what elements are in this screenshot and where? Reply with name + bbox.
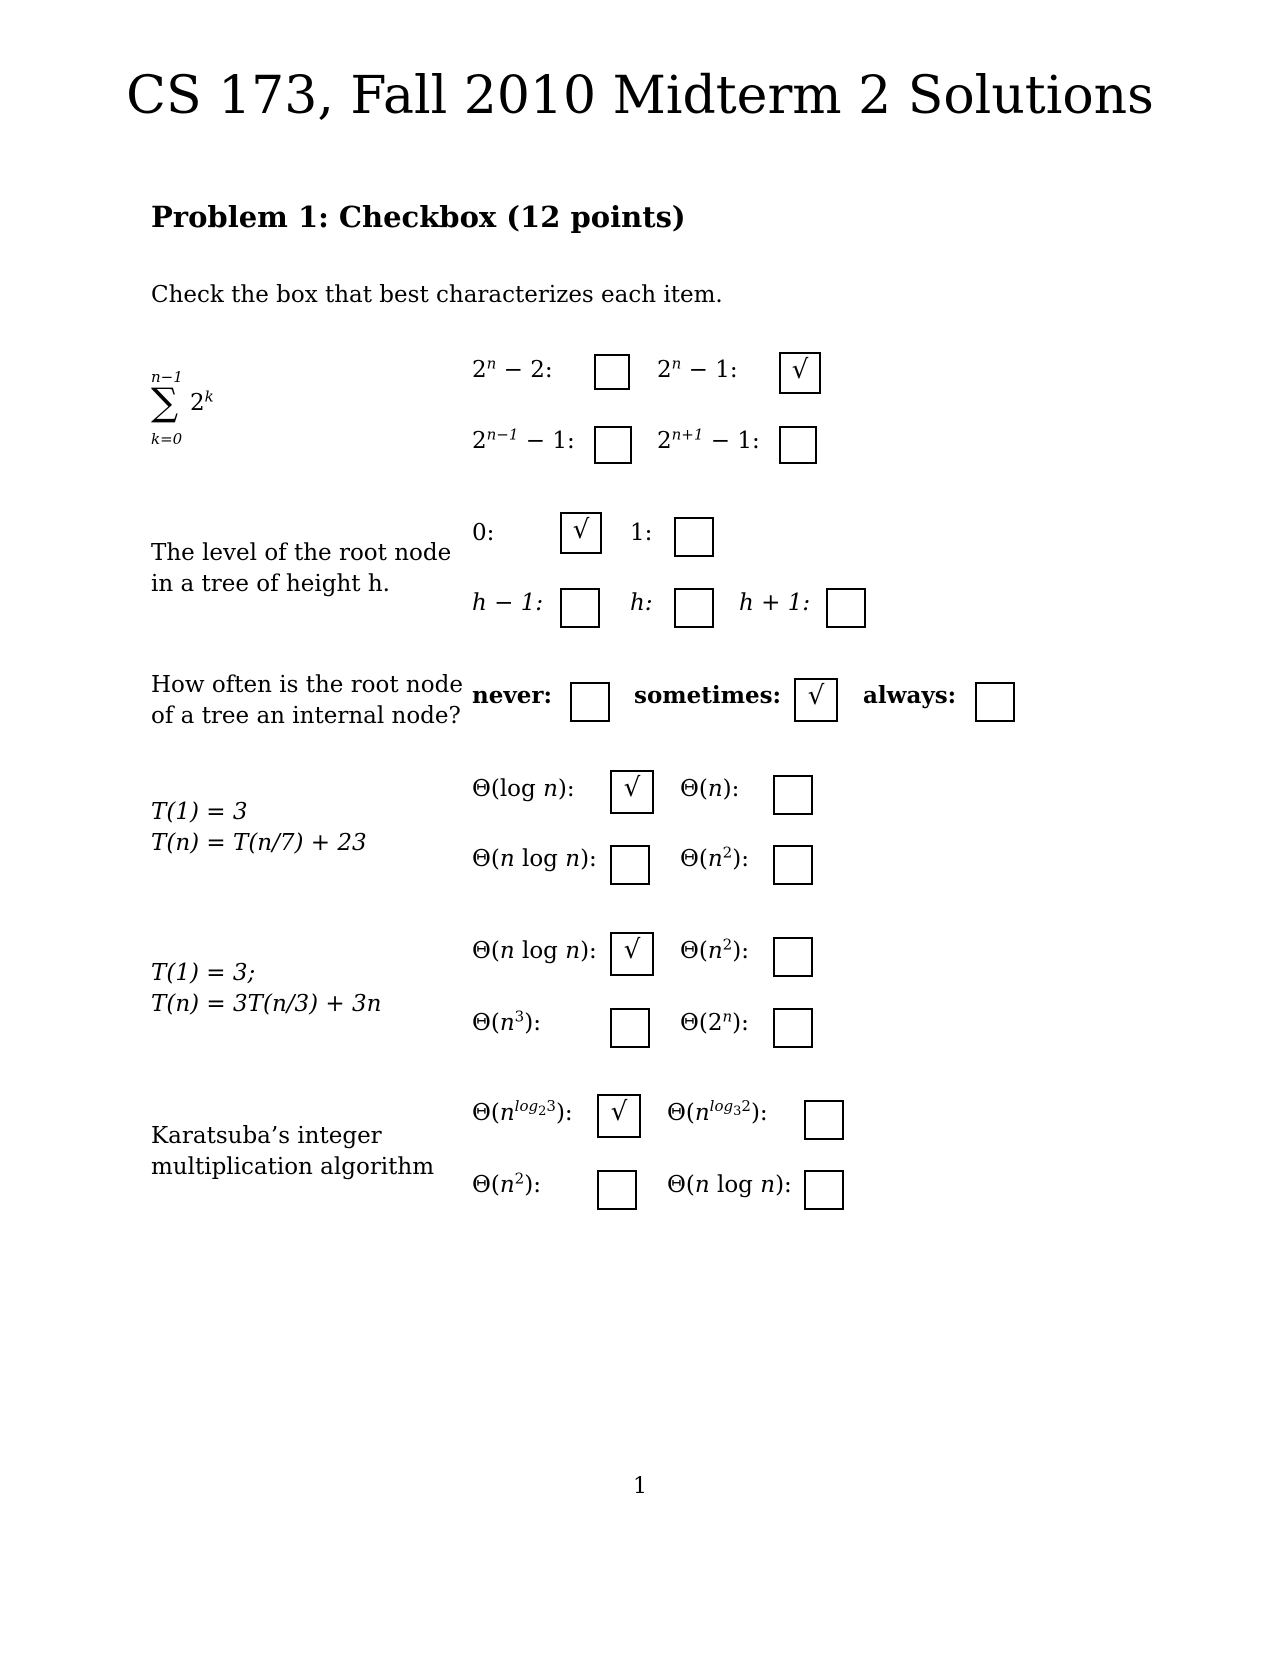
option-label: $\Theta(n^2)$: <box>680 935 749 964</box>
checkbox[interactable] <box>826 588 866 628</box>
option-label: $\Theta(n^3)$: <box>472 1007 541 1036</box>
option-label: Θ(n log n): <box>472 938 597 964</box>
sum-lower-limit: k=0 <box>151 430 183 448</box>
checkbox[interactable] <box>773 845 813 885</box>
checkbox[interactable] <box>779 352 821 394</box>
checkbox[interactable] <box>597 1094 641 1138</box>
checkbox[interactable] <box>560 512 602 554</box>
option-label: h − 1: <box>472 590 544 616</box>
option-label: Θ(2$^n$): <box>680 1007 749 1036</box>
item-description: Karatsuba’s integer multiplication algorithm <box>151 1123 435 1180</box>
sum-upper-limit: n−1 <box>151 368 183 386</box>
checkbox[interactable] <box>610 1008 650 1048</box>
option-label: $2^{n-1} - 1$: <box>472 425 575 454</box>
check-mark-icon: √ <box>610 1097 628 1127</box>
check-mark-icon: √ <box>572 515 590 545</box>
option-label: h: <box>630 590 653 616</box>
checkbox[interactable] <box>804 1100 844 1140</box>
instructions: Check the box that best characterizes each item. <box>151 282 723 308</box>
option-label: always: <box>863 682 957 709</box>
checkbox[interactable] <box>674 588 714 628</box>
page-number: 1 <box>633 1474 647 1499</box>
checkbox[interactable] <box>597 1170 637 1210</box>
item-description: T(1) = 3 T(n) = T(n/7) + 23 <box>151 799 367 856</box>
checkbox[interactable] <box>773 1008 813 1048</box>
checkbox[interactable] <box>610 932 654 976</box>
option-label: Θ(log n): <box>472 776 575 802</box>
checkbox[interactable] <box>594 354 630 390</box>
option-label: sometimes: <box>634 682 782 709</box>
option-label: $\Theta(n^{log_23})$: <box>472 1097 573 1126</box>
option-label: 1: <box>630 520 653 546</box>
item-description: How often is the root node of a tree an internal node? <box>151 672 463 729</box>
option-label: $2^{n+1} - 1$: <box>657 425 760 454</box>
option-label: $\Theta(n^2)$: <box>472 1169 541 1198</box>
option-label: Θ(n log n): <box>472 846 597 872</box>
option-label: $\Theta(n^{log_32})$: <box>667 1097 768 1126</box>
sum-term: 2$^k$ <box>190 387 214 416</box>
check-mark-icon: √ <box>623 773 641 803</box>
checkbox[interactable] <box>560 588 600 628</box>
problem-heading: Problem 1: Checkbox (12 points) <box>151 200 686 234</box>
checkbox[interactable] <box>610 770 654 814</box>
checkbox[interactable] <box>779 426 817 464</box>
checkbox[interactable] <box>794 678 838 722</box>
option-label: 0: <box>472 520 495 546</box>
checkbox[interactable] <box>610 845 650 885</box>
option-label: Θ(n log n): <box>667 1172 792 1198</box>
item-description: T(1) = 3; T(n) = 3T(n/3) + 3n <box>151 960 382 1017</box>
sigma-symbol: ∑ <box>151 380 179 424</box>
check-mark-icon: √ <box>791 355 809 385</box>
checkbox[interactable] <box>773 937 813 977</box>
checkbox[interactable] <box>674 517 714 557</box>
option-label: $2^n - 2$: <box>472 354 553 383</box>
option-label: h + 1: <box>739 590 811 616</box>
item-description: The level of the root node in a tree of height h. <box>151 540 452 597</box>
option-label: Θ(n): <box>680 776 740 802</box>
check-mark-icon: √ <box>623 935 641 965</box>
checkbox[interactable] <box>594 426 632 464</box>
check-mark-icon: √ <box>807 681 825 711</box>
checkbox[interactable] <box>570 682 610 722</box>
option-label: never: <box>472 682 552 709</box>
checkbox[interactable] <box>773 775 813 815</box>
checkbox[interactable] <box>804 1170 844 1210</box>
document-title: CS 173, Fall 2010 Midterm 2 Solutions <box>126 66 1154 126</box>
option-label: $\Theta(n^2)$: <box>680 843 749 872</box>
checkbox[interactable] <box>975 682 1015 722</box>
option-label: $2^n - 1$: <box>657 354 738 383</box>
